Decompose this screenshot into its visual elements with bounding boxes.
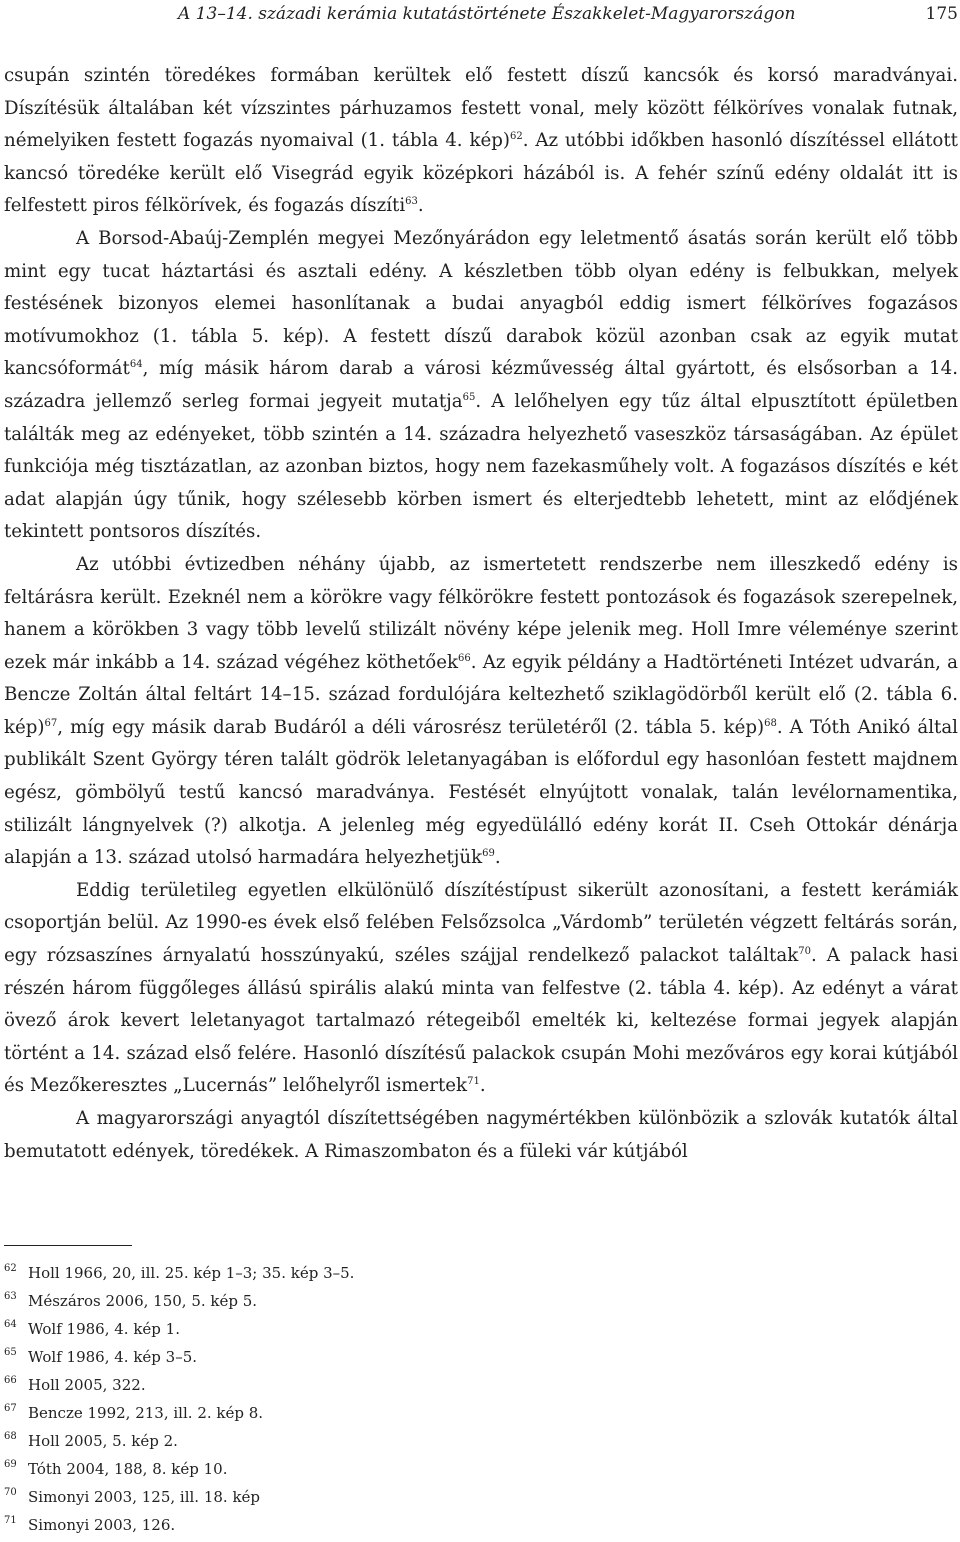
footnote-text: Wolf 1986, 4. kép 3–5. (28, 1348, 198, 1366)
paragraph-text: . (479, 1075, 486, 1097)
paragraph (4, 60, 958, 223)
footnote-text: Bencze 1992, 213, ill. 2. kép 8. (28, 1404, 264, 1422)
footnote-text: Simonyi 2003, 125, ill. 18. kép (28, 1488, 261, 1506)
footnote-number: 68 (4, 1431, 17, 1442)
footnote-ref: 68 (764, 717, 777, 729)
footnote (4, 1374, 904, 1402)
footnote-text: Holl 1966, 20, ill. 25. kép 1–3; 35. kép 3–5. (28, 1264, 355, 1282)
footnote (4, 1318, 904, 1346)
footnote-ref: 63 (405, 196, 418, 208)
paragraph (4, 549, 958, 875)
paragraph-text: . A lelőhelyen egy tűz által elpusztított épületben találták meg az edényeket, több szintén a 14. századra helyezhető vaseszköz társaságában. Az épület funkciója még tisztázatlan, az azonban biztos, hogy nem fazekasműhely volt. A fogazásos díszítés e két adat alapján úgy tűnik, hogy szélesebb körben ismert és elterjedtebb lehetett, mint az elődjének tekintett pontsoros díszítés. (4, 390, 959, 543)
paragraph-text: . A Tóth Anikó által publikált Szent György téren talált gödrök leletanyagában is előfordul egy hasonlóan festett majdnem egész, gömbölyű testű kancsó maradványa. Festését elnyújtott vonalak, talán levélornamentika, stilizált lángnyelvek (?) alkotja. A jelenleg még egyedülálló edény korát II. Cseh Ottokár dénárja alapján a 13. század utolsó harmadára helyezhetjük (4, 716, 958, 869)
footnote-number: 67 (4, 1403, 17, 1414)
footnote-number: 71 (4, 1515, 17, 1526)
footnote-number: 69 (4, 1459, 17, 1470)
footnote-text: Wolf 1986, 4. kép 1. (28, 1320, 180, 1338)
body-text (4, 60, 958, 1168)
footnote-text: Tóth 2004, 188, 8. kép 10. (28, 1460, 228, 1478)
footnote (4, 1458, 904, 1486)
paragraph-text: Az utóbbi évtizedben néhány újabb, az ismertetett rendszerbe nem illeszkedő edény is feltárásra került. Ezeknél nem a körökre vagy félkörökre festett pontozások és fogazások szerepelnek, hanem a körökben 3 vagy több levelű stilizált növény képe jelenik meg. Holl Imre véleménye szerint ezek már inkább a 14. század végéhez köthetőek (4, 553, 958, 673)
footnote-text: Mészáros 2006, 150, 5. kép 5. (28, 1292, 258, 1310)
paragraph-text: csupán szintén töredékes formában kerültek elő festett díszű kancsók és korsó maradványai. Díszítésük általában két vízszintes párhuzamos festett vonal, mely között félköríves vonalak futnak, némelyiken festett fogazás nyomaival (1. tábla 4. kép) (4, 65, 958, 152)
paragraph-text: Eddig területileg egyetlen elkülönülő díszítéstípust sikerült azonosítani, a festett kerámiák csoportján belül. Az 1990-es évek első felében Felsőzsolca „Várdomb” területén végzett feltárás során, egy rózsaszínes árnyalatú hosszúnyakú, széles szájjal rendelkező palackot találtak (4, 879, 958, 967)
paragraph-text: . (417, 195, 424, 217)
footnote (4, 1430, 904, 1458)
paragraph-text: , míg egy másik darab Budáról a déli városrész területéről (2. tábla 5. kép) (57, 716, 765, 738)
footnote-text: Holl 2005, 5. kép 2. (28, 1432, 178, 1450)
footnote-ref: 67 (44, 717, 58, 729)
footnote-number: 62 (4, 1263, 17, 1274)
footnote-text: Simonyi 2003, 126. (28, 1516, 176, 1534)
footnote-ref: 66 (458, 652, 471, 664)
footnote (4, 1486, 904, 1514)
footnote (4, 1262, 904, 1290)
paragraph-text: . Az utóbbi időkben hasonló díszítéssel ellátott kancsó töredéke került elő Visegrád egyik középkori házából is. A fehér színű edény oldalát itt is felfestett piros félkörívek, és fogazás díszíti (4, 130, 958, 217)
footnote-ref: 65 (462, 391, 476, 403)
footnote-text: Holl 2005, 322. (28, 1376, 146, 1394)
footnote-number: 63 (4, 1291, 17, 1302)
paragraph (4, 223, 958, 549)
footnote-ref: 62 (509, 131, 523, 143)
paragraph (4, 875, 958, 1103)
footnote-ref: 70 (798, 945, 811, 957)
footnote (4, 1290, 904, 1318)
running-header (0, 4, 958, 28)
footnote (4, 1346, 904, 1374)
paragraph-text: , míg másik három darab a városi kézművesség által gyártott, és elsősorban a 14. századra jellemző serleg formai jegyeit mutatja (4, 358, 958, 412)
footnote-number: 66 (4, 1375, 17, 1386)
footnotes (4, 1262, 904, 1542)
footnote-separator (4, 1245, 132, 1246)
footnote (4, 1514, 904, 1542)
footnote-number: 65 (4, 1347, 17, 1358)
running-title: A 13–14. századi kerámia kutatástörténete Északkelet-Magyarországon (178, 4, 796, 24)
paragraph-text: . A palack hasi részén három függőleges állású spirális alakú minta van felfestve (2. tábla 4. kép). Az edényt a várat övező árok kevert leletanyagot tartalmazó rétegeiből emelték ki, keltezése formai jegyek alapján történt a 14. század első felére. Hasonló díszítésű palackok csupán Mohi mezőváros egy korai kútjából és Mezőkeresztes „Lucernás” lelőhelyről ismertek (4, 945, 958, 1097)
footnote (4, 1402, 904, 1430)
page-number: 175 (925, 4, 958, 24)
footnote-ref: 69 (482, 848, 495, 860)
footnote-ref: 64 (129, 359, 143, 371)
paragraph (4, 1103, 958, 1168)
footnote-ref: 71 (467, 1076, 480, 1088)
footnote-number: 64 (4, 1319, 17, 1330)
paragraph-text: A Borsod-Abaúj-Zemplén megyei Mezőnyárádon egy leletmentő ásatás során került elő több mint egy tucat háztartási és asztali edény. A készletben több olyan edény is felbukkan, melyek festésének bizonyos elemei hasonlítanak a budai anyagból eddig ismert félköríves fogazásos motívumokhoz (1. tábla 5. kép). A festett díszű darabok közül azonban csak az egyik mutat kancsóformát (4, 227, 958, 380)
paragraph-text: A magyarországi anyagtól díszítettségében nagymértékben különbözik a szlovák kutatók által bemutatott edények, töredékek. A Rimaszombaton és a füleki vár kútjából (4, 1108, 958, 1162)
paragraph-text: . (494, 847, 501, 869)
paragraph-text: . Az egyik példány a Hadtörténeti Intézet udvarán, a Bencze Zoltán által feltárt 14–15. század fordulójára keltezhető sziklagödörből került elő (2. tábla 6. kép) (4, 651, 958, 738)
footnote-number: 70 (4, 1487, 17, 1498)
